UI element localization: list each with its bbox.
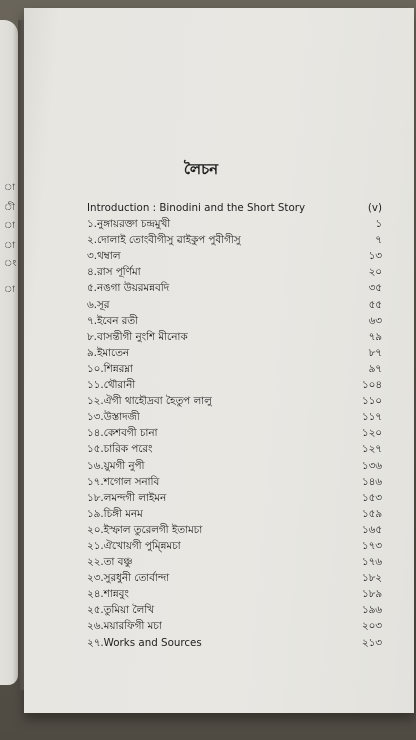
toc-chapter-title: লমন্দগী লাইমন	[103, 491, 167, 504]
toc-row	[87, 248, 382, 264]
toc-entry	[87, 361, 133, 377]
toc-entry	[87, 538, 181, 554]
toc-entry	[87, 586, 129, 602]
toc-page-number: ১৬৫	[361, 523, 382, 536]
toc-page-number: ১৫৩	[361, 491, 382, 504]
toc-row	[87, 361, 382, 377]
toc-row	[87, 522, 382, 538]
toc-page-number: (v)	[367, 202, 382, 214]
toc-chapter-title: শান্নবুং	[103, 588, 129, 601]
toc-number: ২৫.	[87, 604, 104, 617]
toc-chapter-title: ইস্ফাল তুরেলগী ইতামচা	[103, 523, 203, 536]
toc-entry	[87, 248, 120, 264]
toc-number: ১২.	[87, 395, 104, 408]
toc-entry	[87, 264, 141, 280]
toc-row	[87, 602, 382, 618]
toc-number: ১৮.	[87, 491, 104, 504]
toc-row	[87, 474, 382, 490]
toc-entry	[87, 393, 212, 409]
toc-entry	[87, 618, 162, 634]
toc-page-number: ১৪৬	[361, 475, 382, 488]
toc-chapter-title: সুরধুনী তোর্বান্দা	[103, 572, 170, 585]
toc-number: ২০.	[87, 523, 104, 536]
book-page	[24, 8, 414, 713]
toc-chapter-title: তা বঞ্চু	[103, 556, 133, 569]
toc-chapter-title: থম্বাল	[96, 250, 121, 263]
toc-chapter-title: য়ুমগী নুপী	[103, 459, 145, 472]
toc-row	[87, 280, 382, 296]
toc-page-number: ৫৫	[368, 298, 382, 311]
toc-number: ৯.	[87, 346, 97, 359]
toc-number: ৪.	[87, 266, 97, 279]
toc-row	[87, 538, 382, 554]
toc-chapter-title: Introduction : Binodini and the Short Story	[87, 202, 306, 214]
toc-number: ১৪.	[87, 427, 104, 440]
toc-number: ১৭.	[87, 475, 104, 488]
toc-page-number: ৯৭	[368, 362, 382, 375]
toc-row	[87, 586, 382, 602]
toc-page-number: ২০	[368, 266, 382, 279]
toc-number: ২৬.	[87, 620, 104, 633]
toc-entry	[87, 280, 169, 296]
toc-row	[87, 554, 382, 570]
toc-page-number: ৬৩	[368, 314, 382, 327]
toc-row	[87, 409, 382, 425]
toc-number: ১.	[87, 218, 97, 231]
toc-entry	[87, 345, 129, 361]
toc-entry	[87, 216, 170, 232]
toc-page-number: ২১৩	[361, 636, 382, 649]
toc-number: ১৯.	[87, 507, 104, 520]
toc-page-number: ১৩৬	[361, 459, 382, 472]
toc-row	[87, 313, 382, 329]
toc-number: ১০.	[87, 362, 104, 375]
toc-chapter-title: কেশবগী চানা	[103, 427, 158, 440]
toc-chapter-title: রাস পূর্ণিমা	[96, 266, 141, 279]
toc-row	[87, 458, 382, 474]
toc-number: ৩.	[87, 250, 97, 263]
toc-page-number: ১৫৯	[361, 507, 382, 520]
toc-chapter-title: ইবেন রতী	[96, 314, 138, 327]
toc-entry	[87, 329, 188, 345]
toc-chapter-title: ময়ারফিগী মচা	[103, 620, 162, 633]
toc-entry	[87, 522, 202, 538]
toc-entry	[87, 635, 202, 651]
toc-row	[87, 490, 382, 506]
toc-entry	[87, 458, 145, 474]
toc-chapter-title: ইমাতেন	[96, 346, 130, 359]
toc-number: ৮.	[87, 330, 97, 343]
toc-page-number: ৭৯	[368, 330, 382, 343]
toc-page-number: ১	[375, 218, 382, 231]
toc-row	[87, 618, 382, 634]
toc-number: ১৬.	[87, 459, 104, 472]
toc-chapter-title: চারিক পরেং	[103, 443, 153, 456]
left-page-glyph: া	[4, 241, 16, 251]
toc-number: ২৭.	[87, 636, 104, 649]
toc-entry	[87, 554, 132, 570]
toc-page-number: ১৭৬	[361, 556, 382, 569]
left-page-glyph: া	[4, 285, 16, 295]
toc-chapter-title: বাসন্তীগী নুংশি মীনোক	[96, 330, 188, 343]
toc-chapter-title: উস্তাদজী	[103, 411, 140, 424]
toc-chapter-title: শগোল সনাবি	[103, 475, 160, 488]
toc-page-number: ১২০	[361, 427, 382, 440]
toc-page-number: ১১০	[361, 395, 382, 408]
toc-entry	[87, 506, 143, 522]
toc-page-number: ১০৪	[361, 379, 382, 392]
toc-number: ৫.	[87, 282, 97, 295]
toc-entry	[87, 474, 159, 490]
toc-entry	[87, 200, 305, 216]
toc-row	[87, 264, 382, 280]
toc-chapter-title: Works and Sources	[103, 636, 202, 649]
toc-entry	[87, 425, 158, 441]
toc-entry	[87, 409, 140, 425]
toc-page-number: ৭	[375, 234, 382, 247]
toc-page-number: ৩৫	[368, 282, 382, 295]
toc-row	[87, 393, 382, 409]
page-title: লৈচন	[183, 160, 219, 178]
toc-row	[87, 297, 382, 313]
toc-number: ৬.	[87, 298, 97, 311]
toc-page-number: ১২৭	[361, 443, 382, 456]
toc-entry	[87, 313, 138, 329]
toc-entry	[87, 570, 169, 586]
table-of-contents	[87, 200, 382, 651]
toc-number: ৭.	[87, 314, 97, 327]
toc-number: ১৫.	[87, 443, 104, 456]
toc-entry	[87, 490, 166, 506]
toc-row	[87, 200, 382, 216]
toc-chapter-title: নঙগা উয়রমন্নবদি	[96, 282, 170, 295]
toc-row	[87, 506, 382, 522]
toc-entry	[87, 232, 241, 248]
toc-page-number: ১৩	[368, 250, 382, 263]
toc-page-number: ১৭৩	[361, 539, 382, 552]
toc-page-number: ১৯৬	[361, 604, 382, 617]
toc-row	[87, 216, 382, 232]
toc-row	[87, 345, 382, 361]
toc-number: ২২.	[87, 556, 104, 569]
toc-number: ১৩.	[87, 411, 104, 424]
toc-number: ২১.	[87, 539, 104, 552]
toc-chapter-title: থৌরানী	[103, 379, 136, 392]
toc-chapter-title: চিঙ্গী মনম	[103, 507, 143, 520]
toc-number: ২.	[87, 234, 97, 247]
toc-page-number: ১১৭	[361, 411, 382, 424]
left-page-edge	[0, 20, 18, 685]
toc-chapter-title: ঐগী থাহৌদ্রবা হৈতুপ লালু	[103, 395, 212, 408]
toc-number: ২৩.	[87, 572, 104, 585]
toc-entry	[87, 297, 109, 313]
toc-page-number: ৮৭	[368, 346, 382, 359]
toc-row	[87, 635, 382, 651]
toc-row	[87, 232, 382, 248]
left-page-glyph: ী	[4, 203, 16, 213]
toc-number: ২৪.	[87, 588, 104, 601]
left-page-glyph: ং	[4, 259, 17, 269]
toc-entry	[87, 441, 153, 457]
toc-page-number: ১৮২	[361, 572, 382, 585]
toc-chapter-title: ঐখোয়গী পুম্ন্নিমচা	[103, 539, 181, 552]
toc-chapter-title: তুমিয়া লৈখি	[103, 604, 154, 617]
left-page-glyph: া	[4, 183, 16, 193]
toc-page-number: ১৮৯	[361, 588, 382, 601]
toc-chapter-title: নুঙ্গায়রক্তা চন্দ্রমুখী	[96, 218, 171, 231]
toc-chapter-title: দোলাই তোংবীগীসু ৱাইকুপ পুবীগীসু	[96, 234, 241, 247]
toc-row	[87, 425, 382, 441]
toc-row	[87, 570, 382, 586]
toc-entry	[87, 602, 154, 618]
toc-chapter-title: শিন্নরম্না	[103, 362, 133, 375]
toc-page-number: ২০৩	[361, 620, 382, 633]
toc-row	[87, 329, 382, 345]
toc-entry	[87, 377, 135, 393]
toc-row	[87, 377, 382, 393]
toc-row	[87, 441, 382, 457]
toc-number: ১১.	[87, 379, 104, 392]
toc-chapter-title: সূর	[96, 298, 110, 311]
left-page-glyph: া	[4, 221, 16, 231]
